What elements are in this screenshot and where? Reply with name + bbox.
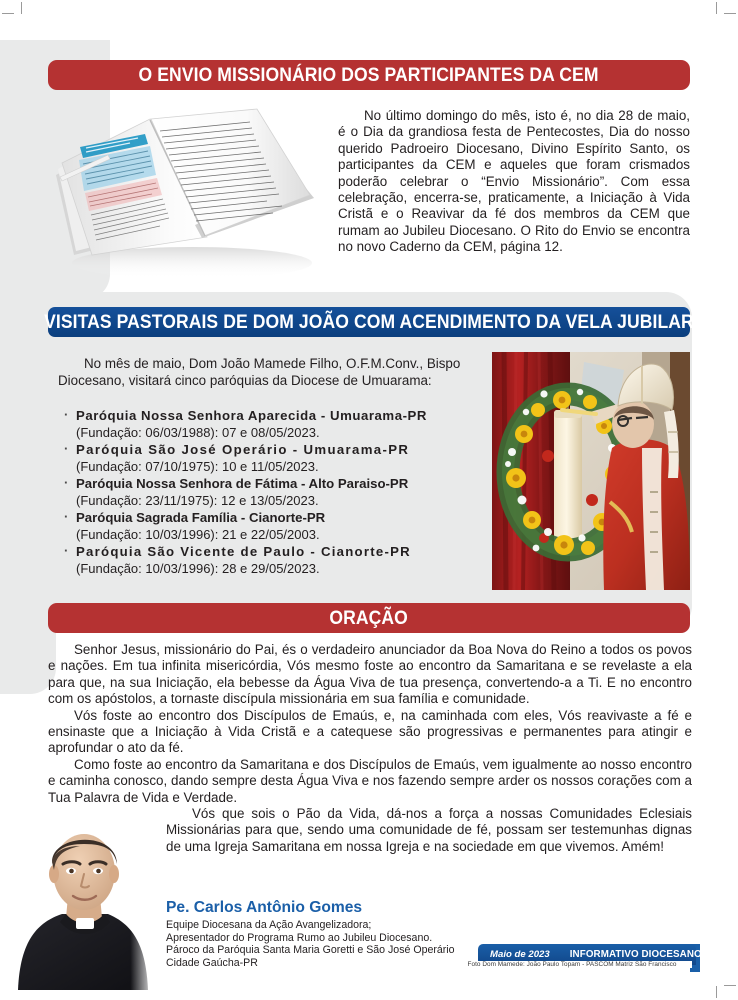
bishop-lighting-candle-photo xyxy=(492,352,690,590)
prayer-paragraph-3: Como foste ao encontro da Samaritana e dos Discípulos de Emaús, vem igualmente ao nosso encontro e caminha conosco, dando sempre desta Água Viva e nos fazendo sempre arder os nossos corações com a Tua Palavra de Vida e Verdade. xyxy=(48,756,692,805)
parish-date: (Fundação: 06/03/1988): 07 e 08/05/2023. xyxy=(76,424,320,440)
footer-page-number: 11 xyxy=(709,946,726,963)
section-banner-visitas-pastorais xyxy=(44,307,694,337)
list-item xyxy=(58,544,490,577)
parish-name: · Paróquia Sagrada Família - Cianorte-PR xyxy=(58,510,490,527)
section-banner-envio-label: O ENVIO MISSIONÁRIO DOS PARTICIPANTES DA CEM xyxy=(139,63,599,86)
footer-issue-date: Maio de 2023 xyxy=(490,949,550,960)
author-city: Cidade Gaúcha-PR xyxy=(166,956,258,969)
author-role-2: Apresentador do Programa Rumo ao Jubileu Diocesano. xyxy=(166,931,433,944)
crop-mark-bottom-right-h xyxy=(724,985,736,986)
photo-credit: Foto Dom Mamede: João Paulo Topam - PASCOM Matriz São Francisco xyxy=(452,961,692,968)
section-banner-oracao-label: ORAÇÃO xyxy=(329,606,409,629)
parish-date: (Fundação: 23/11/1975): 12 e 13/05/2023. xyxy=(76,492,319,508)
parish-name: · Paróquia São Vicente de Paulo - Cianorte-PR xyxy=(58,544,490,561)
author-role-1: Equipe Diocesana da Ação Avangelizadora; xyxy=(166,919,372,931)
list-item xyxy=(58,442,490,475)
prayer-paragraph-2: Vós foste ao encontro dos Discípulos de Emaús, e, na caminhada com eles, Vós reavivaste a fé e ensinaste que a Iniciação à Vida Cristã e a catequese são progressivas e permanentes para atingir e aprofundar o ato da fé. xyxy=(48,707,692,756)
list-item xyxy=(58,476,490,509)
parish-name: · Paróquia Nossa Senhora de Fátima - Alto Paraiso-PR xyxy=(58,476,490,493)
crop-mark-top-right-v xyxy=(716,2,717,14)
crop-mark-top-left-h xyxy=(2,13,14,14)
priest-portrait-photo xyxy=(14,818,156,990)
parish-date: (Fundação: 07/10/1975): 10 e 11/05/2023. xyxy=(76,458,319,474)
crop-mark-top-right-h xyxy=(724,13,736,14)
footer-publication-title: INFORMATIVO DIOCESANO xyxy=(569,949,702,960)
prayer-paragraph-1: Senhor Jesus, missionário do Pai, és o verdadeiro anunciador da Boa Nova do Reino a todos os povos e nações. Em tua infinita misericórdia, Vós mesmo foste ao encontro da Samaritana e se revelaste a ela para que, na sua Iniciação, ela bebesse da Água Viva de tua presença, convertendo-a a Ti. E no encontro com os apóstolos, a tornaste discípula missionária em sua família e comunidade. xyxy=(48,642,692,707)
parish-name: · Paróquia Nossa Senhora Aparecida - Umuarama-PR xyxy=(58,408,490,425)
list-item xyxy=(58,510,490,543)
author-name: Pe. Carlos Antônio Gomes xyxy=(166,899,363,916)
parish-visit-list xyxy=(58,408,490,578)
parish-date: (Fundação: 10/03/1996): 28 e 29/05/2023. xyxy=(76,560,320,576)
parish-name: · Paróquia São José Operário - Umuarama-PR xyxy=(58,442,490,459)
list-item xyxy=(58,408,490,441)
crop-mark-bottom-right-v xyxy=(716,986,717,998)
envio-paragraph: No último domingo do mês, isto é, no dia 28 de maio, é o Dia da grandiosa festa de Pentecostes, Dia do nosso querido Padroeiro Diocesano, Divino Espírito Santo, os participantes da CEM e aqueles que foram crismados poderão celebrar o “Envio Missionário”. Com essa celebração, encerra-se, praticamente, a Iniciação à Vida Cristã e o Reavivar da fé dos membros da CEM que rumam ao Jubileu Diocesano. O Rito do Envio se encontra no novo Caderno da CEM, página 12. xyxy=(338,108,690,255)
parish-date: (Fundação: 10/03/1996): 21 e 22/05/2003. xyxy=(76,526,320,542)
visitas-intro-paragraph: No mês de maio, Dom João Mamede Filho, O.F.M.Conv., Bispo Diocesano, visitará cinco paróquias da Diocese de Umuarama: xyxy=(58,356,461,388)
open-booklet-photo xyxy=(52,103,324,285)
section-banner-visitas-label: VISITAS PASTORAIS DE DOM JOÃO COM ACENDIMENTO DA VELA JUBILAR xyxy=(44,310,694,333)
section-banner-oracao xyxy=(48,603,690,633)
prayer-paragraph-4: Vós que sois o Pão da Vida, dá-nos a força a nossas Comunidades Eclesiais Missionárias para que, sendo uma comunidade de fé, possam ser testemunhas dignas de uma Igreja Samaritana em nossa Igreja e na sociedade em que vivemos. Amém! xyxy=(166,806,692,854)
crop-mark-top-left-v xyxy=(21,2,22,14)
section-banner-envio-missionario xyxy=(48,60,690,90)
author-role-3: Pároco da Paróquia Santa Maria Goretti e São José Operário xyxy=(166,944,455,957)
